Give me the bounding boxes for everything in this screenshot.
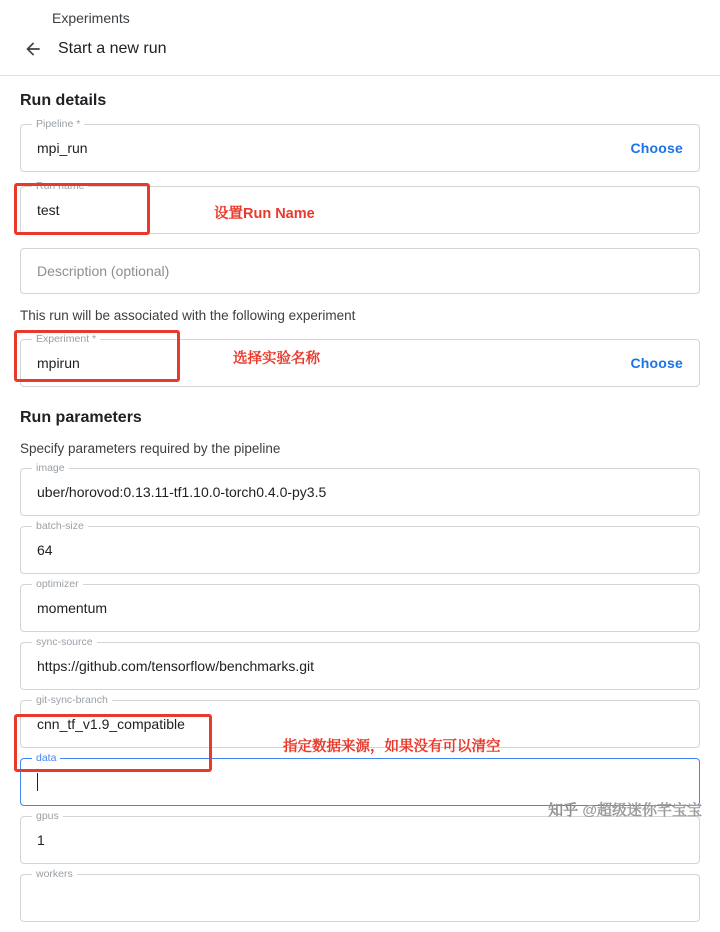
pipeline-choose-button[interactable]: Choose (630, 140, 683, 156)
watermark (548, 799, 702, 820)
param-image-field[interactable] (20, 462, 700, 516)
param-batch-size-input[interactable]: 64 (37, 542, 53, 558)
annotation-text-run-name: 设置Run Name (214, 206, 315, 222)
param-gpus-label: gpus (32, 810, 63, 822)
run-parameters-heading: Run parameters (20, 409, 142, 426)
experiment-association-text: This run will be associated with the following experiment (20, 308, 356, 323)
watermark-logo: 知乎 (548, 802, 579, 819)
experiment-label: Experiment * (32, 333, 100, 345)
experiment-field[interactable] (20, 333, 700, 387)
param-data-label: data (32, 752, 60, 764)
experiment-choose-button[interactable]: Choose (630, 355, 683, 371)
param-sync-source-field[interactable] (20, 636, 700, 690)
param-image-label: image (32, 462, 69, 474)
annotation-text-data: 指定数据来源，如果没有可以清空 (283, 739, 501, 755)
annotation-text-experiment: 选择实验名称 (233, 351, 320, 367)
page-title: Start a new run (58, 40, 167, 57)
pipeline-label: Pipeline * (32, 118, 84, 130)
param-workers-field[interactable] (20, 868, 700, 922)
param-workers-label: workers (32, 868, 77, 880)
pipeline-value: mpi_run (37, 140, 88, 156)
run-details-heading: Run details (20, 92, 107, 109)
param-batch-size-field[interactable] (20, 520, 700, 574)
param-batch-size-label: batch-size (32, 520, 88, 532)
pipeline-field[interactable] (20, 118, 700, 172)
run-parameters-subtitle: Specify parameters required by the pipeline (20, 441, 281, 456)
page-header (22, 38, 167, 60)
param-git-sync-branch-label: git-sync-branch (32, 694, 112, 706)
param-optimizer-label: optimizer (32, 578, 83, 590)
param-sync-source-input[interactable]: https://github.com/tensorflow/benchmarks.git (37, 658, 315, 674)
run-name-label: Run name (32, 180, 88, 192)
text-caret (37, 773, 38, 791)
param-gpus-input[interactable]: 1 (37, 832, 45, 848)
breadcrumb[interactable]: Experiments (52, 10, 130, 26)
param-optimizer-field[interactable] (20, 578, 700, 632)
watermark-text: @超级迷你芊宝宝 (582, 802, 702, 819)
param-data-input[interactable] (37, 773, 683, 791)
param-sync-source-label: sync-source (32, 636, 97, 648)
param-optimizer-input[interactable]: momentum (37, 600, 108, 616)
param-git-sync-branch-input[interactable]: cnn_tf_v1.9_compatible (37, 716, 185, 732)
description-field[interactable] (20, 248, 700, 294)
arrow-left-icon[interactable] (22, 38, 44, 60)
run-name-input[interactable]: test (37, 202, 60, 218)
description-input[interactable]: Description (optional) (37, 263, 170, 279)
experiment-value: mpirun (37, 355, 80, 371)
param-image-input[interactable]: uber/horovod:0.13.11-tf1.10.0-torch0.4.0-py3.5 (37, 484, 327, 500)
run-name-field[interactable] (20, 180, 700, 234)
